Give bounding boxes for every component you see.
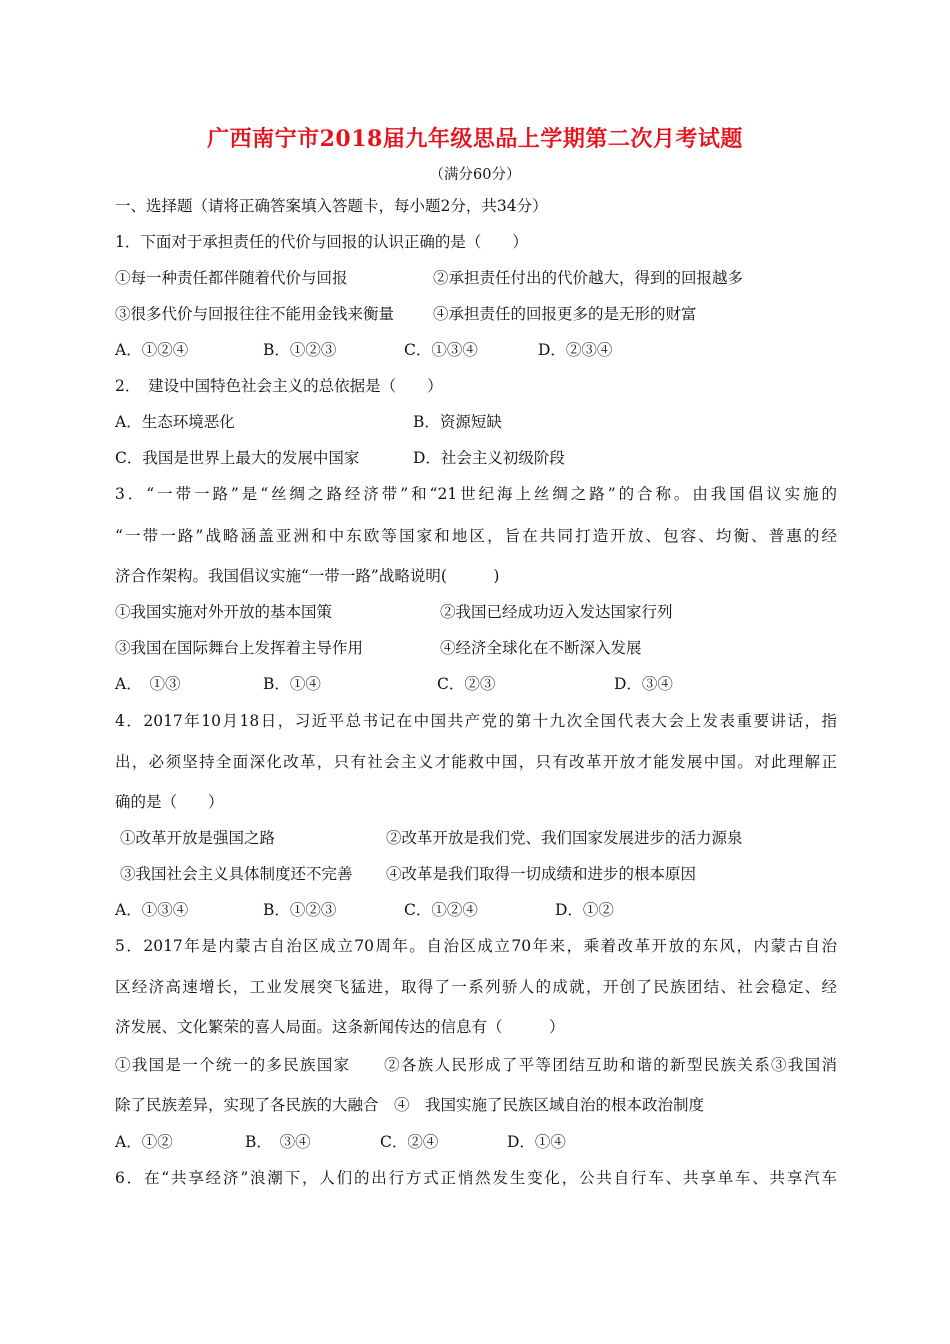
q4-option-d: D．①② [555,901,614,919]
q2-stem: 2． 建设中国特色社会主义的总依据是（ ） [115,377,443,395]
q4-statement-1: ①改革开放是强国之路 [120,829,276,847]
q1-option-a: A．①②④ [115,341,189,359]
q2-option-a: A．生态环境恶化 [115,413,235,431]
q5-stem-line-3: 济发展、文化繁荣的喜人局面。这条新闻传达的信息有（ ） [115,1018,565,1036]
q3-stem-line-1: 3．“一带一路”是“丝绸之路经济带”和“21世纪海上丝绸之路”的合称。由我国倡议实施的 [115,485,837,503]
q3-option-c: C．②③ [437,675,496,693]
q4-stem-line-1: 4．2017年10月18日，习近平总书记在中国共产党的第十九次全国代表大会上发表重要讲话，指 [115,712,837,730]
q4-statement-4: ④改革是我们取得一切成绩和进步的根本原因 [386,865,697,883]
q5-option-b: B． ③④ [245,1133,311,1151]
q3-statement-4: ④经济全球化在不断深入发展 [440,639,642,657]
q1-statement-1: ①每一种责任都伴随着代价与回报 [115,269,348,287]
q3-statement-1: ①我国实施对外开放的基本国策 [115,603,333,621]
q1-stem: 1．下面对于承担责任的代价与回报的认识正确的是（ ） [115,233,528,251]
q3-option-d: D．③④ [614,675,673,693]
q1-statement-4: ④承担责任的回报更多的是无形的财富 [433,305,697,323]
q1-statement-3: ③很多代价与回报往往不能用金钱来衡量 [115,305,395,323]
q4-option-c: C．①②④ [404,901,478,919]
q3-option-a: A． ①③ [115,675,181,693]
q3-statement-2: ②我国已经成功迈入发达国家行列 [440,603,673,621]
q5-option-d: D．①④ [507,1133,566,1151]
q5-option-c: C．②④ [380,1133,439,1151]
q4-option-a: A．①③④ [115,901,189,919]
q3-stem-line-3: 济合作架构。我国倡议实施“一带一路”战略说明( ) [115,567,500,585]
q1-statement-2: ②承担责任付出的代价越大，得到的回报越多 [433,269,744,287]
q4-statement-2: ②改革开放是我们党、我们国家发展进步的活力源泉 [386,829,743,847]
section-heading: 一、选择题（请将正确答案填入答题卡，每小题2分，共34分） [115,197,548,215]
q3-option-b: B．①④ [263,675,321,693]
q2-option-c: C．我国是世界上最大的发展中国家 [115,449,360,467]
q5-stem-line-2: 区经济高速增长，工业发展突飞猛进，取得了一系列骄人的成就，开创了民族团结、社会稳定、经 [115,978,837,996]
q5-stem-line-1: 5．2017年是内蒙古自治区成立70周年。自治区成立70年来，乘着改革开放的东风，内蒙古自治 [115,937,837,955]
q5-statements-line-1: ①我国是一个统一的多民族国家 ②各族人民形成了平等团结互助和谐的新型民族关系③我国消 [115,1056,837,1074]
q1-option-b: B．①②③ [263,341,337,359]
q5-statements-line-2: 除了民族差异，实现了各民族的大融合 ④ 我国实施了民族区域自治的根本政治制度 [115,1096,705,1114]
q1-option-c: C．①③④ [404,341,478,359]
q3-stem-line-2: “一带一路”战略涵盖亚洲和中东欧等国家和地区，旨在共同打造开放、包容、均衡、普惠的经 [115,527,837,545]
q2-option-d: D．社会主义初级阶段 [413,449,565,467]
score-note: （满分60分） [429,167,521,183]
q1-option-d: D．②③④ [538,341,613,359]
q5-option-a: A．①② [115,1133,173,1151]
q4-stem-line-2: 出，必须坚持全面深化改革，只有社会主义才能救中国，只有改革开放才能发展中国。对此理解正 [115,753,837,771]
page-title: 广西南宁市2018届九年级思品上学期第二次月考试题 [207,126,743,152]
q4-option-b: B．①②③ [263,901,337,919]
q6-stem-line-1: 6．在“共享经济”浪潮下，人们的出行方式正悄然发生变化，公共自行车、共享单车、共享汽车 [115,1169,837,1187]
q2-option-b: B．资源短缺 [413,413,502,431]
q4-stem-line-3: 确的是（ ） [115,793,224,811]
q4-statement-3: ③我国社会主义具体制度还不完善 [120,865,353,883]
q3-statement-3: ③我国在国际舞台上发挥着主导作用 [115,639,364,657]
